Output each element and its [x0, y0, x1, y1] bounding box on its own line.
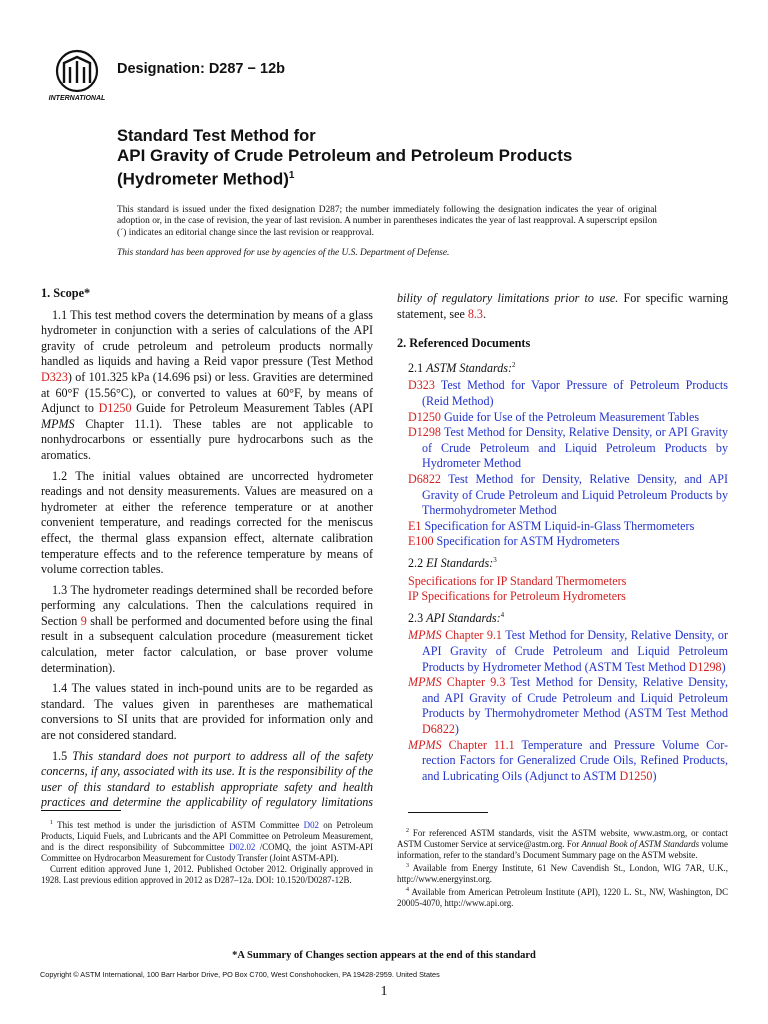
- logo-subtitle: INTERNATIONAL: [48, 95, 106, 102]
- footnote-4: $^4$ Available from American Petroleum Institute (API), 1220 L. St., NW, Washington, DC 20005-4070, http://www.api.org.: [397, 886, 728, 908]
- reference-title: Test Method for Vapor Pressure of Petroleum Products (Reid Method): [422, 378, 728, 408]
- reference-title: Test Method for Density, Relative Density, or API Gravity of Crude Petroleum and Liquid Petroleum Products by Hydrometer Method: [422, 425, 728, 471]
- footnote-3: $^3$ Available from Energy Institute, 61 New Cavendish St., London, WIG 7AR, U.K., http://www.energyinst.org.: [397, 862, 728, 884]
- scope-heading: 1. Scope*: [41, 286, 91, 300]
- link-section-9[interactable]: 9: [80, 613, 87, 628]
- mpms-label: MPMS: [408, 675, 442, 690]
- reference-code-link[interactable]: D1298: [688, 659, 722, 674]
- link-d02[interactable]: D02: [303, 819, 319, 830]
- summary-of-changes-note: *A Summary of Changes section appears at the end of this standard: [232, 950, 536, 961]
- api-reference: [408, 738, 728, 785]
- astm-reference: [408, 534, 728, 550]
- astm-standards-label: 2.1 ASTM Standards:$^2$: [408, 360, 516, 375]
- reference-code-link[interactable]: D6822: [422, 721, 455, 736]
- mpms-label: MPMS: [408, 737, 442, 752]
- dod-approval-note: This standard has been approved for use by agencies of the U.S. Department of Defense.: [117, 248, 450, 258]
- title-line-3: (Hydrometer Method)$^1$: [117, 169, 295, 189]
- footnotes-right: [397, 826, 728, 909]
- astm-reference: [408, 410, 728, 426]
- reference-title: Test Method for Density, Relative Density, or API Gravity of Crude Petroleum and Liquid Petroleum Products by Hydrometer Method (ASTM Test Method: [422, 628, 728, 674]
- scope-1-2: 1.2 The initial values obtained are uncorrected hydrometer readings and not density measurements. Values are measured on a hydrometer at either the reference temperature or at another convenient temperature, and readings corrected for the meniscus effect, the thermal glass expansion effect, alternate calibration temperature effects and to the reference temperature by means of volume correction tables.: [41, 468, 373, 577]
- astm-reference: [408, 425, 728, 472]
- scope-1-5: 1.5 This standard does not purport to address all of the safety concerns, if any, associated with its use. It is the responsibility of the user of this standard to establish appropriate safety and health practices and determine the applicability of regulatory limitations: [41, 749, 373, 811]
- astm-logo: [44, 47, 110, 105]
- reference-code-link[interactable]: D1250: [619, 768, 653, 783]
- reference-close: ): [721, 659, 726, 674]
- astm-reference: [408, 519, 728, 535]
- astm-reference: [408, 472, 728, 519]
- right-column: [397, 291, 728, 784]
- astm-reference: [408, 378, 728, 409]
- footnote-rule-right: [408, 812, 488, 813]
- reference-title: Specification for ASTM Liquid-in-Glass Thermometers: [421, 518, 695, 533]
- api-standards-list: [397, 628, 728, 784]
- footnote-rule-left: [41, 810, 121, 811]
- reference-title: Temperature and Pressure Volume Cor- rection Factors for Generalized Crude Oils, Refined Products, and Lubricating Oils (Adjunct to ASTM: [422, 737, 729, 783]
- copyright: Copyright © ASTM International, 100 Barr Harbor Drive, PO Box C700, West Conshohocken, PA 19428-2959. United States: [40, 970, 440, 979]
- scope-1-5-italic: This standard does not purport to address all of the safety concerns, if any, associated with its use. It is the responsibility of the user of this standard to establish appropriate safety and health practices and determine the applicability of regulatory limitations: [41, 748, 373, 810]
- astm-standards-list: [397, 378, 728, 550]
- reference-code-link[interactable]: D1250: [408, 409, 441, 424]
- reference-title: Guide for Use of the Petroleum Measurement Tables: [440, 409, 700, 424]
- ei-reference[interactable]: Specifications for IP Standard Thermometers: [408, 573, 627, 588]
- title-line-1: Standard Test Method for: [117, 127, 316, 145]
- scope-1-1: 1.1 This test method covers the determination by means of a glass hydrometer in conjunction with a series of calculations of the API gravity of crude petroleum and petroleum products normally handled as liquids and having a Reid vapor pressure (Test Method D323) of 101.325 kPa (14.696 psi) or less. Gravities are determined at 60°F (15.56°C), or converted to values at 60°F, by means of Adjunct to D1250 Guide for Petroleum Measurement Tables (API MPMS Chapter 11.1). These tables are not applicable to nonhydrocarbons or essentially pure hydrocarbons such as the aromatics.: [41, 307, 373, 462]
- api-standards-label: 2.3 API Standards:$^4$: [408, 610, 505, 625]
- left-column: [41, 286, 373, 816]
- reference-code-link[interactable]: D1298: [408, 425, 441, 440]
- chapter-link[interactable]: Chapter 9.3: [441, 675, 506, 690]
- reference-close: ): [454, 721, 459, 736]
- ei-standards-label: 2.2 EI Standards:$^3$: [408, 555, 497, 570]
- reference-title: Test Method for Density, Relative Density, and API Gravity of Crude Petroleum and Liquid Petroleum Products by Thermohydrometer Method: [422, 471, 728, 518]
- footnote-2: $^2$ For referenced ASTM standards, visit the ASTM website, www.astm.org, or contact ASTM Customer Service at service@astm.org. For Annual Book of ASTM Standards volume information, refer to the standard’s Document Summary page on the ASTM website.: [397, 827, 728, 860]
- referenced-documents-heading: 2. Referenced Documents: [397, 336, 531, 351]
- reference-code-link[interactable]: D323: [408, 378, 435, 393]
- reference-code-link[interactable]: D6822: [408, 471, 441, 486]
- reference-close: ): [652, 768, 657, 783]
- ei-reference[interactable]: IP Specifications for Petroleum Hydrometers: [408, 589, 626, 604]
- title-line-2: API Gravity of Crude Petroleum and Petroleum Products: [117, 146, 573, 165]
- reference-code-link[interactable]: E100: [408, 534, 434, 549]
- api-reference: [408, 675, 728, 737]
- chapter-link[interactable]: Chapter 9.1: [441, 628, 502, 643]
- link-d1250[interactable]: D1250: [98, 401, 132, 416]
- link-d323[interactable]: D323: [41, 369, 68, 384]
- issuance-note: This standard is issued under the fixed designation D287; the number immediately following the designation indicates the year of original adoption or, in the case of revision, the year of last revision. A number in parentheses indicates the year of last reapproval. A superscript epsilon (´) indicates an editorial change since the last revision or reapproval.: [117, 205, 657, 238]
- link-d02-02[interactable]: D02.02: [228, 841, 256, 852]
- designation: Designation: D287 − 12b: [117, 61, 286, 77]
- scope-1-5-continued: bility of regulatory limitations prior to use. For specific warning statement, see 8.3.: [397, 291, 729, 321]
- scope-1-3: 1.3 The hydrometer readings determined shall be recorded before performing any calculations. Then the calculations required in Section 9 shall be performed and documented before using the final result in a subsequent calculation procedure (measurement ticket calculation, meter factor calculation, or base prover volume determination).: [41, 582, 373, 675]
- page-number: 1: [380, 984, 388, 999]
- reference-code-link[interactable]: E1: [408, 518, 422, 533]
- chapter-link[interactable]: Chapter 11.1: [441, 737, 515, 752]
- scope-1-4: 1.4 The values stated in inch-pound units are to be regarded as standard. The values given in parentheses are mathematical conversions to SI units that are provided for information only and are not considered standard.: [41, 681, 373, 743]
- footnote-1: $^1$ This test method is under the jurisdiction of ASTM Committee D02 on Petroleum Products, Liquid Fuels, and Lubricants and the API Committee on Petroleum Measurement, and is the direct responsibility of Subcommittee D02.02 /COMQ, the joint ASTM-API Committee on Hydrocarbon Measurement for Custody Transfer (Joint ASTM-API). Current edition approved June 1, 2012. Published October 2012. Originally approved in 1928. Last previous edition approved in 2012 as D287–12a. DOI: 10.1520/D0287-12B.: [41, 819, 373, 885]
- reference-title: Specification for ASTM Hydrometers: [433, 534, 620, 549]
- mpms-label: MPMS: [408, 628, 442, 643]
- ei-standards-list: [397, 574, 728, 605]
- link-8-3[interactable]: 8.3: [467, 306, 483, 321]
- reference-title: Test Method for Density, Relative Density, and API Gravity of Crude Petroleum and Liquid Petroleum Products by Thermohydrometer Method (ASTM Test Method: [422, 675, 728, 721]
- document-title: [117, 126, 572, 190]
- api-reference: [408, 628, 728, 675]
